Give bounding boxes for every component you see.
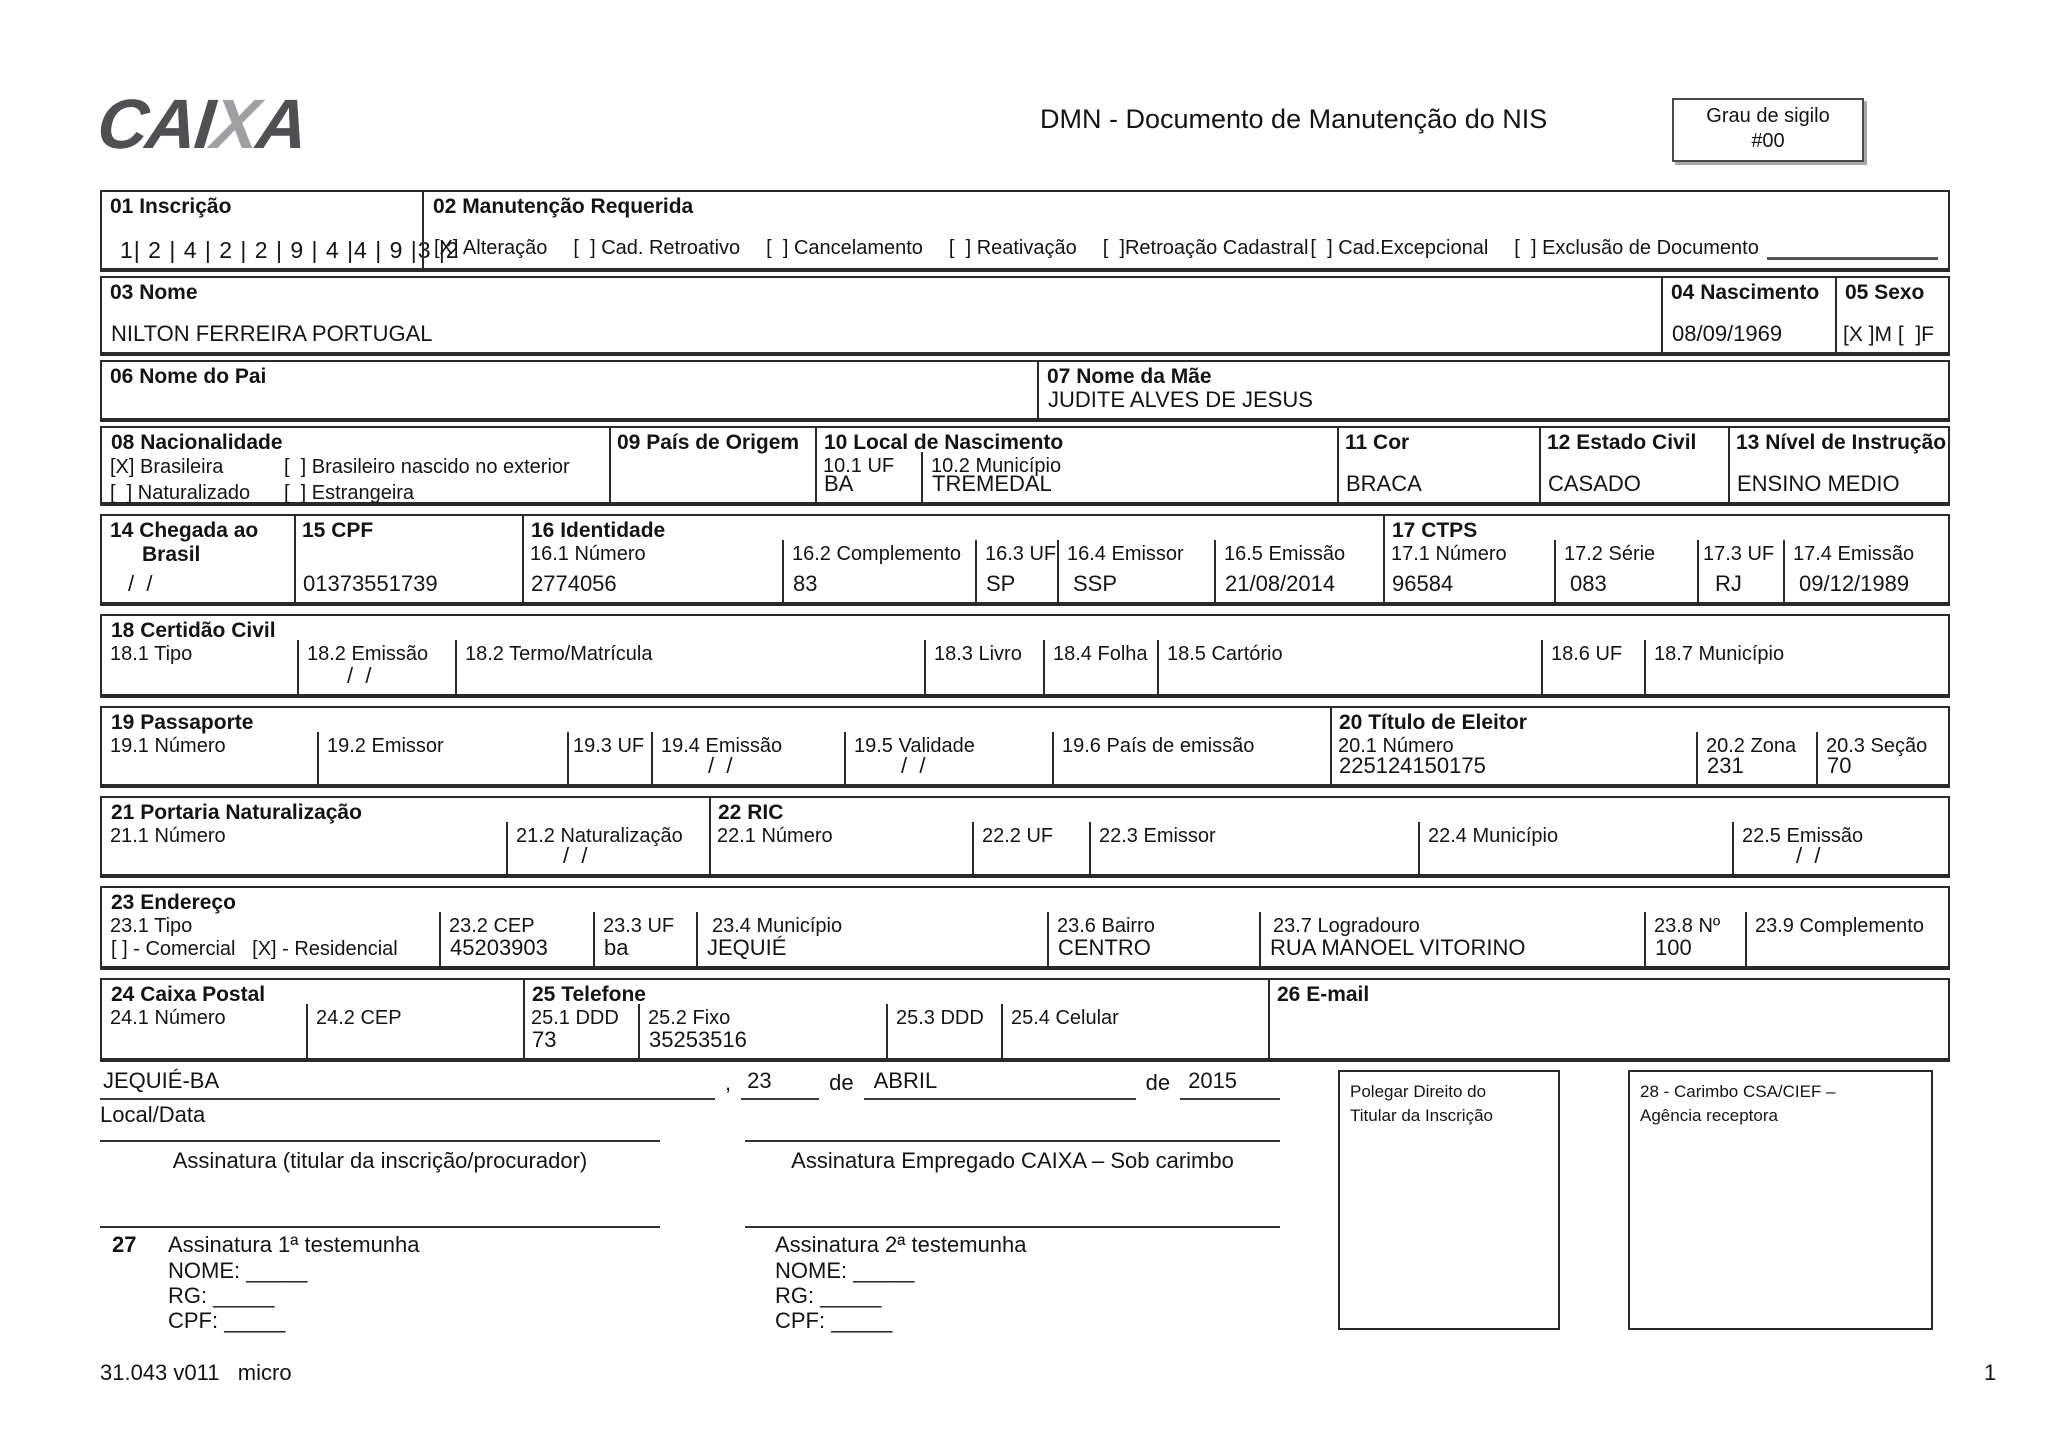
field-21-1-numero — [102, 822, 506, 874]
field-18-4-folha — [1043, 640, 1157, 694]
field-23-4-value: JEQUIÉ — [707, 935, 787, 960]
field-18-6-uf — [1541, 640, 1644, 694]
grau-de-sigilo-box — [1672, 98, 1864, 162]
field-18-5-label: 18.5 Cartório — [1167, 643, 1283, 665]
field-20-1-label: 20.1 Número — [1338, 735, 1454, 757]
field-16-label: 16 Identidade — [531, 519, 666, 542]
field-23-2-value: 45203903 — [450, 935, 548, 960]
field-25-1-value: 73 — [532, 1027, 557, 1052]
field-23-2-cep — [439, 912, 593, 966]
field-22-5-value: / / — [1796, 843, 1821, 868]
field-23-8-numero — [1644, 912, 1745, 966]
field-17-label: 17 CTPS — [1392, 519, 1478, 542]
field-21-2-label: 21.2 Naturalização — [516, 825, 683, 847]
field-20-3-value: 70 — [1827, 753, 1852, 778]
field-20-2-value: 231 — [1707, 753, 1744, 778]
field-14-chegada-brasil — [102, 516, 294, 602]
field-16-1-value: 2774056 — [531, 571, 617, 596]
field-23-3-label: 23.3 UF — [603, 915, 675, 937]
field-09-label: 09 País de Origem — [617, 431, 800, 454]
field-23-label: 23 Endereço — [111, 891, 236, 914]
page-number: 1 — [1984, 1360, 1997, 1385]
day-value: 23 — [741, 1068, 819, 1100]
field-22-2-uf — [972, 822, 1089, 874]
caixa-logo — [94, 84, 310, 164]
field-21-label: 21 Portaria Naturalização — [111, 801, 362, 824]
field-18-2-emissao — [297, 640, 455, 694]
field-24-1-label: 24.1 Número — [110, 1007, 226, 1029]
field-03-nome — [102, 278, 1661, 352]
field-13-label: 13 Nível de Instrução — [1736, 431, 1947, 454]
month-value: ABRIL — [864, 1068, 1136, 1100]
field-02-label: 02 Manutenção Requerida — [433, 195, 694, 218]
field-06-label: 06 Nome do Pai — [110, 365, 267, 388]
field-07-value: JUDITE ALVES DE JESUS — [1048, 387, 1313, 412]
field-08-label: 08 Nacionalidade — [111, 431, 283, 454]
option-brasileira: [X] Brasileira — [110, 456, 224, 478]
field-25-4-label: 25.4 Celular — [1011, 1007, 1119, 1029]
field-01-inscricao — [102, 192, 460, 268]
field-20-2-zona — [1696, 732, 1816, 784]
document-title: DMN - Documento de Manutenção do NIS — [1040, 104, 1548, 134]
section-18 — [100, 614, 1950, 698]
field-22-5-emissao — [1732, 822, 1952, 874]
field-16-3-value: SP — [986, 571, 1016, 596]
field-23-6-label: 23.6 Bairro — [1057, 915, 1155, 937]
field-24-2-label: 24.2 CEP — [316, 1007, 402, 1029]
field-25-4-celular — [1001, 1004, 1268, 1058]
field-03-value: NILTON FERREIRA PORTUGAL — [111, 321, 433, 346]
field-23-3-value: ba — [604, 935, 629, 960]
field-23-4-label: 23.4 Município — [712, 915, 843, 937]
field-24-1-numero — [102, 1004, 306, 1058]
signature-caption-titular: Assinatura (titular da inscrição/procurador) — [172, 1148, 588, 1173]
field-10-2-municipio — [921, 452, 1337, 502]
field-18-7-label: 18.7 Município — [1654, 643, 1785, 665]
comma: , — [725, 1070, 732, 1095]
field-16-2-label: 16.2 Complemento — [792, 543, 961, 565]
section-14-17 — [100, 514, 1950, 606]
field-15-cpf — [294, 516, 522, 602]
section-01-02 — [100, 190, 1950, 272]
field-19-4-emissao — [651, 732, 844, 784]
field-24-2-cep — [306, 1004, 523, 1058]
field-02-options — [434, 237, 1938, 260]
stamp-box-label-line1: 28 - Carimbo CSA/CIEF – — [1640, 1082, 1836, 1101]
field-10-2-label: 10.2 Município — [931, 455, 1062, 477]
field-05-value: [X ]M [ ]F — [1843, 323, 1935, 346]
stamp-box — [1628, 1070, 1933, 1330]
field-20-1-value: 225124150175 — [1339, 753, 1486, 778]
field-04-nascimento — [1661, 278, 1835, 352]
option-reativacao: [ ] Reativação — [948, 237, 1077, 259]
field-18-3-label: 18.3 Livro — [934, 643, 1022, 665]
thumbprint-box — [1338, 1070, 1560, 1330]
field-19-5-label: 19.5 Validade — [854, 735, 975, 757]
field-18-4-label: 18.4 Folha — [1053, 643, 1148, 665]
field-18-7-municipio — [1644, 640, 1952, 694]
field-22-3-emissor — [1089, 822, 1418, 874]
field-21-1-label: 21.1 Número — [110, 825, 226, 847]
field-25-1-label: 25.1 DDD — [531, 1007, 619, 1029]
field-16-1-label: 16.1 Número — [530, 543, 646, 565]
field-17-1-value: 96584 — [1392, 571, 1454, 596]
field-23-1-label: 23.1 Tipo — [110, 915, 193, 937]
field-25-label: 25 Telefone — [532, 983, 646, 1006]
field-19-label: 19 Passaporte — [111, 711, 254, 734]
section-03-04-05 — [100, 276, 1950, 356]
field-12-value: CASADO — [1548, 471, 1641, 496]
field-16-5-label: 16.5 Emissão — [1224, 543, 1346, 565]
field-14-value: / / — [128, 571, 153, 596]
field-26-label: 26 E-mail — [1277, 983, 1370, 1006]
field-05-label: 05 Sexo — [1845, 281, 1925, 304]
option-estrangeira: [ ] Estrangeira — [284, 482, 415, 504]
field-23-6-value: CENTRO — [1058, 935, 1151, 960]
field-09-pais-origem — [609, 428, 815, 502]
field-16-3-uf — [975, 540, 1057, 602]
witness2-caption: Assinatura 2ª testemunha — [775, 1232, 1027, 1257]
field-16-2-value: 83 — [793, 571, 818, 596]
item-27-number: 27 — [112, 1232, 137, 1257]
local-value: JEQUIÉ-BA — [100, 1068, 715, 1100]
field-18-2-label: 18.2 Emissão — [307, 643, 429, 665]
field-07-nome-mae — [1037, 362, 1952, 418]
witness1-rg: RG: _____ — [168, 1283, 275, 1308]
de-word-1: de — [829, 1070, 854, 1095]
field-17-3-value: RJ — [1715, 571, 1742, 596]
field-21-2-value: / / — [563, 843, 588, 868]
field-14-label-line1: 14 Chegada ao — [110, 519, 259, 542]
field-10-label: 10 Local de Nascimento — [824, 431, 1064, 454]
witness1-caption: Assinatura 1ª testemunha — [168, 1232, 420, 1257]
field-17-3-label: 17.3 UF — [1703, 543, 1775, 565]
field-18-2-value: / / — [347, 663, 372, 688]
field-01-value: 1| 2 | 4 | 2 | 2 | 9 | 4 |4 | 9 |3 |2 — [120, 237, 460, 263]
witness2-cpf: CPF: _____ — [775, 1308, 893, 1333]
field-22-label: 22 RIC — [718, 801, 784, 824]
field-23-2-label: 23.2 CEP — [449, 915, 535, 937]
witness2-nome: NOME: _____ — [775, 1258, 915, 1283]
year-value: 2015 — [1180, 1068, 1280, 1100]
field-17-4-emissao — [1783, 540, 1952, 602]
field-15-value: 01373551739 — [303, 571, 438, 596]
field-16-5-emissao — [1214, 540, 1383, 602]
field-16-4-emissor — [1057, 540, 1214, 602]
field-18-label: 18 Certidão Civil — [111, 619, 276, 642]
field-25-2-fixo — [638, 1004, 886, 1058]
field-17-1-numero — [1383, 540, 1554, 602]
option-cad-excepcional: [ ] Cad.Excepcional — [1310, 237, 1489, 259]
field-10-1-uf — [815, 452, 921, 502]
field-23-1-value: [ ] - Comercial [X] - Residencial — [111, 938, 398, 960]
field-23-7-label: 23.7 Logradouro — [1273, 915, 1420, 937]
field-18-1-tipo — [102, 640, 297, 694]
option-brasileiro-exterior: [ ] Brasileiro nascido no exterior — [284, 456, 570, 478]
field-17-3-uf — [1697, 540, 1783, 602]
field-04-value: 08/09/1969 — [1672, 321, 1783, 346]
stamp-box-label-line2: Agência receptora — [1640, 1105, 1778, 1125]
field-07-label: 07 Nome da Mãe — [1047, 365, 1212, 388]
field-22-4-municipio — [1418, 822, 1732, 874]
caixa-logo-x: X — [208, 85, 262, 163]
field-22-4-label: 22.4 Município — [1428, 825, 1559, 847]
field-10-2-value: TREMEDAL — [932, 471, 1052, 496]
option-alteracao: [X] Alteração — [434, 237, 548, 259]
signature-line-empregado — [745, 1140, 1280, 1142]
option-cancelamento: [ ] Cancelamento — [766, 237, 923, 259]
field-17-4-label: 17.4 Emissão — [1793, 543, 1915, 565]
local-data-label: Local/Data — [100, 1102, 206, 1127]
section-19-20 — [100, 706, 1950, 788]
field-01-label: 01 Inscrição — [110, 195, 232, 218]
field-23-8-value: 100 — [1655, 935, 1692, 960]
field-16-2-complemento — [782, 540, 975, 602]
field-12-estado-civil — [1539, 428, 1728, 502]
field-25-2-label: 25.2 Fixo — [648, 1007, 731, 1029]
field-23-7-logradouro — [1259, 912, 1644, 966]
field-22-2-label: 22.2 UF — [982, 825, 1054, 847]
section-08-13 — [100, 426, 1950, 506]
field-19-6-label: 19.6 País de emissão — [1062, 735, 1255, 757]
field-23-6-bairro — [1047, 912, 1259, 966]
form-code: 31.043 v011 micro — [100, 1360, 292, 1385]
field-18-5-cartorio — [1157, 640, 1541, 694]
caixa-logo-part1: CAI — [93, 85, 217, 163]
field-16-3-label: 16.3 UF — [985, 543, 1057, 565]
field-23-4-municipio — [696, 912, 1047, 966]
field-18-termo-label: 18.2 Termo/Matrícula — [465, 643, 653, 665]
local-data-line — [100, 1068, 1280, 1100]
field-06-nome-pai — [102, 362, 1037, 418]
field-11-cor — [1337, 428, 1539, 502]
field-19-2-emissor — [317, 732, 567, 784]
field-17-2-value: 083 — [1570, 571, 1607, 596]
signature-line-witness2 — [745, 1226, 1280, 1228]
witness1-nome: NOME: _____ — [168, 1258, 308, 1283]
field-22-1-numero — [709, 822, 972, 874]
field-16-1-numero — [522, 540, 782, 602]
field-20-2-label: 20.2 Zona — [1706, 735, 1797, 757]
field-17-4-value: 09/12/1989 — [1799, 571, 1910, 596]
field-23-9-complemento — [1745, 912, 1952, 966]
field-23-3-uf — [593, 912, 696, 966]
field-19-5-value: / / — [901, 753, 926, 778]
field-12-label: 12 Estado Civil — [1547, 431, 1697, 454]
field-04-label: 04 Nascimento — [1671, 281, 1820, 304]
field-19-1-numero — [102, 732, 317, 784]
field-20-1-numero — [1330, 732, 1696, 784]
thumbprint-box-label: Polegar Direito do Titular da Inscrição — [1350, 1082, 1493, 1125]
field-13-value: ENSINO MEDIO — [1737, 471, 1900, 496]
signature-line-titular — [100, 1140, 660, 1142]
section-24-25-26 — [100, 978, 1950, 1062]
field-23-1-tipo — [102, 912, 439, 966]
field-17-2-serie — [1554, 540, 1697, 602]
field-25-3-ddd — [886, 1004, 1001, 1058]
field-25-2-value: 35253516 — [649, 1027, 747, 1052]
option-cad-retroativo: [ ] Cad. Retroativo — [573, 237, 741, 259]
field-16-5-value: 21/08/2014 — [1225, 571, 1336, 596]
field-22-1-label: 22.1 Número — [717, 825, 833, 847]
field-19-2-label: 19.2 Emissor — [327, 735, 444, 757]
signature-line-witness1 — [100, 1226, 660, 1228]
field-18-6-label: 18.6 UF — [1551, 643, 1623, 665]
field-13-nivel-instrucao — [1728, 428, 1952, 502]
field-19-4-value: / / — [708, 753, 733, 778]
signature-caption-empregado: Assinatura Empregado CAIXA – Sob carimbo — [791, 1148, 1234, 1173]
option-retroacao-cadastral: [ ]Retroação Cadastral — [1102, 237, 1309, 259]
field-18-termo-matricula — [455, 640, 924, 694]
field-23-8-label: 23.8 Nº — [1654, 915, 1721, 937]
field-11-label: 11 Cor — [1345, 431, 1410, 454]
grau-de-sigilo-value: #00 — [1751, 130, 1785, 152]
field-16-4-label: 16.4 Emissor — [1067, 543, 1184, 565]
field-25-3-label: 25.3 DDD — [896, 1007, 984, 1029]
field-19-3-uf — [567, 732, 651, 784]
exclusao-blank-line — [1767, 239, 1938, 260]
field-21-2-naturalizacao — [506, 822, 709, 874]
field-10-1-label: 10.1 UF — [823, 455, 895, 477]
field-22-3-label: 22.3 Emissor — [1099, 825, 1216, 847]
field-16-4-value: SSP — [1073, 571, 1118, 596]
field-23-7-value: RUA MANOEL VITORINO — [1270, 935, 1526, 960]
option-naturalizado: [ ] Naturalizado — [110, 482, 251, 504]
field-03-label: 03 Nome — [110, 281, 198, 304]
option-exclusao-documento: [ ] Exclusão de Documento — [1514, 237, 1759, 259]
field-18-1-label: 18.1 Tipo — [110, 643, 193, 665]
field-14-label-line2: Brasil — [142, 543, 201, 566]
field-11-value: BRACA — [1346, 471, 1422, 496]
field-20-3-secao — [1816, 732, 1952, 784]
field-19-1-label: 19.1 Número — [110, 735, 226, 757]
field-15-label: 15 CPF — [302, 519, 374, 542]
section-06-07 — [100, 360, 1950, 422]
field-25-1-ddd — [523, 1004, 638, 1058]
caixa-logo-part3: A — [253, 85, 310, 163]
field-22-5-label: 22.5 Emissão — [1742, 825, 1864, 847]
section-23 — [100, 886, 1950, 970]
de-word-2: de — [1145, 1070, 1171, 1095]
field-17-1-label: 17.1 Número — [1391, 543, 1507, 565]
field-10-1-value: BA — [824, 471, 854, 496]
field-23-9-label: 23.9 Complemento — [1755, 915, 1924, 937]
field-19-3-label: 19.3 UF — [573, 735, 645, 757]
field-19-5-validade — [844, 732, 1052, 784]
witness2-rg: RG: _____ — [775, 1283, 882, 1308]
witness1-cpf: CPF: _____ — [168, 1308, 286, 1333]
grau-de-sigilo-label: Grau de sigilo — [1706, 105, 1830, 127]
field-18-3-livro — [924, 640, 1043, 694]
field-24-label: 24 Caixa Postal — [111, 983, 266, 1006]
field-20-label: 20 Título de Eleitor — [1339, 711, 1527, 734]
field-05-sexo — [1835, 278, 1952, 352]
section-21-22 — [100, 796, 1950, 878]
field-19-4-label: 19.4 Emissão — [661, 735, 783, 757]
field-17-2-label: 17.2 Série — [1564, 543, 1656, 565]
field-19-6-pais-emissao — [1052, 732, 1330, 784]
field-20-3-label: 20.3 Seção — [1826, 735, 1928, 757]
